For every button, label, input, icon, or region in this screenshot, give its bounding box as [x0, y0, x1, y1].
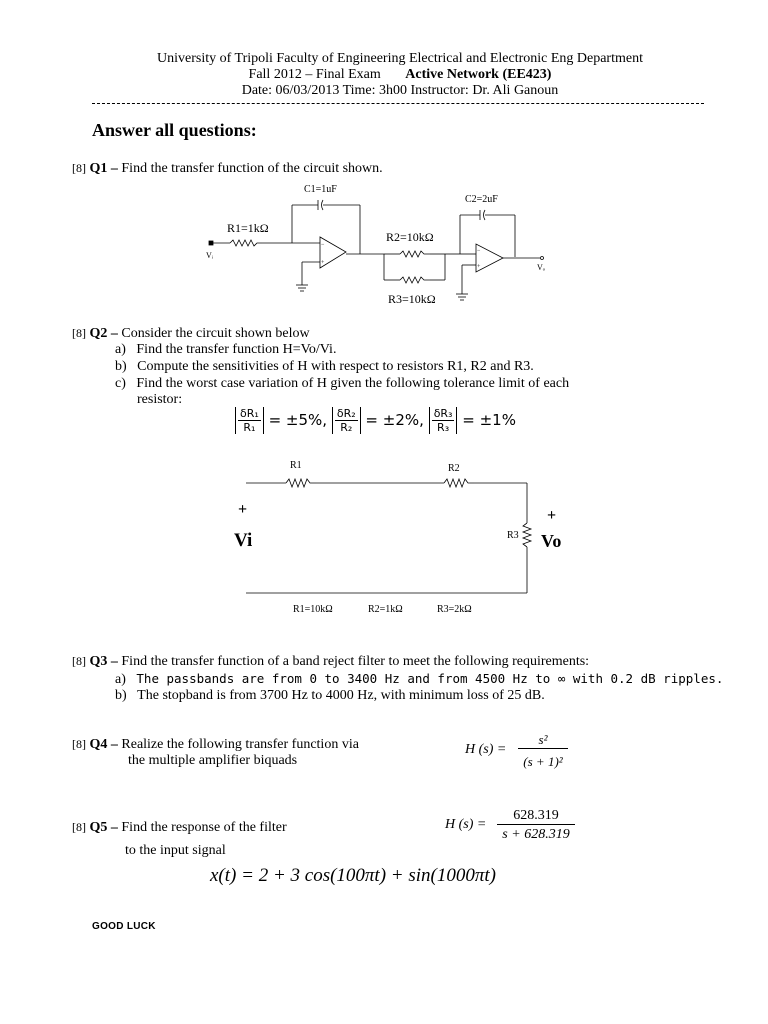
q2-item-c-continued: resistor:	[137, 392, 183, 407]
q3-mark: [8]	[72, 654, 86, 668]
tolerance-r1-num: δR₁	[240, 407, 259, 420]
q3-text: Find the transfer function of a band reject filter to meet the following requirements:	[121, 654, 590, 669]
q3-item-a-label: a)	[115, 672, 126, 687]
svg-text:−: −	[477, 248, 481, 254]
q5-text-2: to the input signal	[125, 843, 226, 858]
q2-plus-right: +	[547, 507, 557, 524]
q5-number: Q5 –	[89, 820, 118, 835]
footer-good-luck: GOOD LUCK	[92, 921, 156, 932]
q5-text-1: Find the response of the filter	[121, 820, 287, 835]
q2-item-c-label: c)	[115, 376, 126, 391]
tolerance-r2-value: = ±2%,	[365, 411, 424, 429]
tolerance-r1-den: R₁	[243, 421, 256, 434]
q1-label-c2: C2=2uF	[465, 194, 498, 205]
q4-lhs: H (s) =	[465, 742, 507, 757]
q1-label-c1: C1=1uF	[304, 184, 337, 195]
q4-text-2: the multiple amplifier biquads	[128, 753, 298, 768]
q2-label-vi: Vi	[234, 530, 253, 551]
q1-label-r1: R1=1kΩ	[227, 221, 269, 235]
q4-denominator: (s + 1)²	[523, 754, 563, 769]
q3-item-a	[115, 671, 723, 688]
q5-input-signal: x(t) = 2 + 3 cos(100πt) + sin(1000πt)	[210, 865, 496, 886]
question-3	[72, 653, 589, 670]
header-line-3: Date: 06/03/2013 Time: 3h00 Instructor: Dr. Ali Ganoun	[241, 83, 559, 98]
q5-lhs: H (s) =	[445, 817, 487, 832]
q4-mark: [8]	[72, 737, 86, 751]
q1-number: Q1 –	[89, 161, 118, 176]
tolerance-r3-den: R₃	[437, 421, 450, 434]
tolerance-r1-value: = ±5%,	[268, 411, 328, 429]
q5-mark: [8]	[72, 820, 86, 834]
q3-item-a-text: The passbands are from 0 to 3400 Hz and from 4500 Hz to ∞ with 0.2 dB ripples.	[136, 671, 724, 686]
q5-numerator: 628.319	[497, 808, 575, 825]
q2-value-r3: R3=2kΩ	[437, 604, 472, 615]
tolerance-r2-num: δR₂	[336, 407, 356, 420]
q2-value-r1: R1=10kΩ	[293, 604, 333, 615]
q2-label-r3: R3	[507, 530, 519, 541]
q1-text: Find the transfer function of the circuit shown.	[121, 161, 383, 176]
q1-label-vo: Vₒ	[537, 263, 546, 272]
q2-label-r2: R2	[448, 463, 460, 474]
instruction-heading: Answer all questions:	[92, 120, 257, 140]
q1-mark: [8]	[72, 161, 86, 175]
q2-item-b-text: Compute the sensitivities of H with respect to resistors R1, R2 and R3.	[137, 359, 534, 374]
question-4	[72, 736, 359, 753]
q3-item-b-label: b)	[115, 688, 127, 703]
svg-text:+: +	[321, 260, 325, 266]
tolerance-r3-value: = ±1%	[462, 411, 516, 429]
svg-text:+: +	[477, 264, 481, 270]
q2-item-a-text: Find the transfer function H=Vo/Vi.	[136, 342, 337, 357]
q1-label-vi: Vᵢ	[206, 251, 214, 260]
q2-label-vo: Vo	[541, 531, 562, 551]
q2-item-a-label: a)	[115, 342, 126, 357]
q1-label-r3: R3=10kΩ	[388, 292, 436, 306]
tolerance-r3-num: δR₃	[433, 407, 453, 420]
q4-text-1: Realize the following transfer function via	[121, 737, 359, 752]
q4-numerator: s²	[518, 732, 568, 749]
course-title: Active Network (EE423)	[405, 67, 552, 82]
q2-plus-left: +	[238, 501, 248, 518]
q4-number: Q4 –	[89, 737, 118, 752]
q2-mark: [8]	[72, 326, 86, 340]
tolerance-r2-den: R₂	[340, 421, 353, 434]
q1-label-r2: R2=10kΩ	[386, 230, 434, 244]
q2-number: Q2 –	[89, 326, 118, 341]
q2-text: Consider the circuit shown below	[121, 326, 310, 341]
q3-item-b-text: The stopband is from 3700 Hz to 4000 Hz, with minimum loss of 25 dB.	[137, 688, 545, 703]
q2-item-c-text: Find the worst case variation of H given the following tolerance limit of each	[136, 376, 570, 391]
svg-text:−: −	[321, 242, 325, 248]
q5-denominator: s + 628.319	[502, 827, 570, 842]
q2-value-r2: R2=1kΩ	[368, 604, 403, 615]
q3-number: Q3 –	[89, 654, 118, 669]
q3-item-b	[115, 688, 545, 704]
header-line-1: University of Tripoli Faculty of Engineering Electrical and Electronic Eng Department	[157, 51, 643, 66]
q2-item-b-label: b)	[115, 359, 127, 374]
q2-label-r1: R1	[290, 460, 302, 471]
question-5	[72, 819, 287, 836]
exam-term: Fall 2012 – Final Exam	[248, 67, 381, 82]
